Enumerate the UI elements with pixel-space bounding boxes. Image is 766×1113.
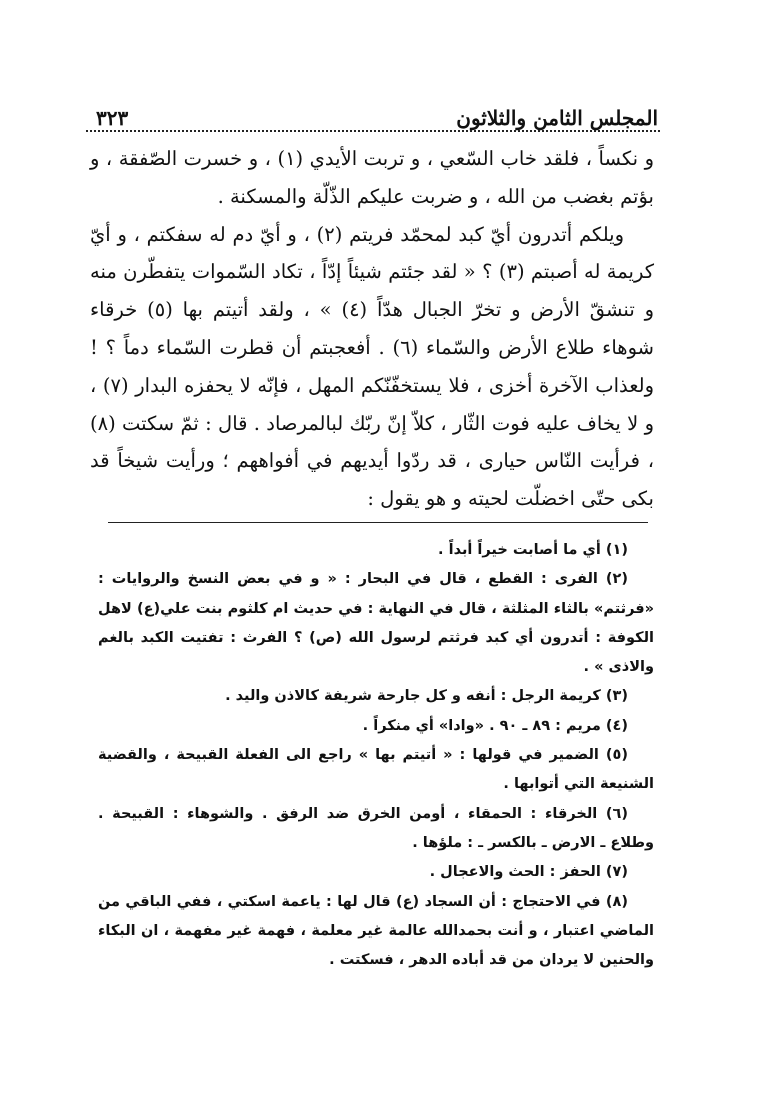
footnote-5: (٥) الضمير في قولها : « أتيتم بها » راجع الى الفعلة القبيحة ، والقضية الشنيعة التي أتوابها . <box>98 747 654 793</box>
footnote-2: (٢) الفرى : القطع ، قال في البحار : « و في بعض النسخ والروايات : «فرثتم» بالثاء المثلثة ، قال في النهاية : في حديث ام كلثوم بنت علي(ع) لاهل الكوفة : أتدرون أي كبد فرثتم لرسول الله (ص) ؟ الفرث : تفتيت الكبد بالغم والاذى » . <box>98 571 654 676</box>
header-divider <box>86 130 660 132</box>
footnote-divider <box>108 522 648 523</box>
paragraph-2: ويلكم أتدرون أيّ كبد لمحمّد فريتم (٢) ، و أيّ دم له سفكتم ، و أيّ كريمة له أصبتم (٣) ؟ « لقد جئتم شيئاً إدّاً ، تكاد السّموات يتفطّرن منه و تنشقّ الأرض و تخرّ الجبال هدّاً (٤) » ، ولقد أتيتم بها (٥) خرقاء شوهاء طلاع الأرض والسّماء (٦) . أفعجبتم أن قطرت السّماء دماً ؟ ! ولعذاب الآخرة أخزى ، فلا يستخفّنّكم المهل ، فإنّه لا يحفزه البدار (٧) ، و لا يخاف عليه فوت الثّار ، كلاّ إنّ ربّك لبالمرصاد . قال : ثمّ سكتت (٨) ، فرأيت النّاس حيارى ، قد ردّوا أيديهم في أفواههم ؛ ورأيت شيخاً قد بكى حتّى اخضلّت لحيته و هو يقول : <box>90 222 654 511</box>
footnote-1: (١) أي ما أصابت خيراً أبداً . <box>438 542 628 558</box>
footnote-7: (٧) الحفز : الحث والاعجال . <box>429 864 628 881</box>
footnote-3: (٣) كريمة الرجل : أنفه و كل جارحة شريفة كالاذن واليد . <box>225 688 628 705</box>
chapter-title: المجلس الثامن والثلاثون <box>456 106 658 130</box>
main-text <box>90 140 654 518</box>
footnote-8: (٨) في الاحتجاج : أن السجاد (ع) قال لها : ياعمة اسكتي ، ففي الباقي من الماضي اعتبار ، و أنت بحمدالله عالمة غير معلمة ، فهمة غير مفهمة ، ان البكاء والحنين لا يردان من قد أباده الدهر ، فسكتت . <box>98 893 654 969</box>
footnote-6: (٦) الخرقاء : الحمقاء ، أومن الخرق ضد الرفق . والشوهاء : القبيحة . وطلاع ـ الارض ـ بالكسر ـ : ملؤها . <box>98 805 654 851</box>
page-header <box>96 96 658 130</box>
footnotes <box>98 536 654 975</box>
footnote-4: (٤) مريم : ٨٩ ـ ٩٠ . «وادا» أي منكراً . <box>362 717 628 734</box>
paragraph-1: و نكساً ، فلقد خاب السّعي ، و تربت الأيدي (١) ، و خسرت الصّفقة ، و بؤتم بغضب من الله ، و ضربت عليكم الذّلّة والمسكنة . <box>90 147 654 208</box>
page-number: ٣٢٣ <box>96 106 129 130</box>
